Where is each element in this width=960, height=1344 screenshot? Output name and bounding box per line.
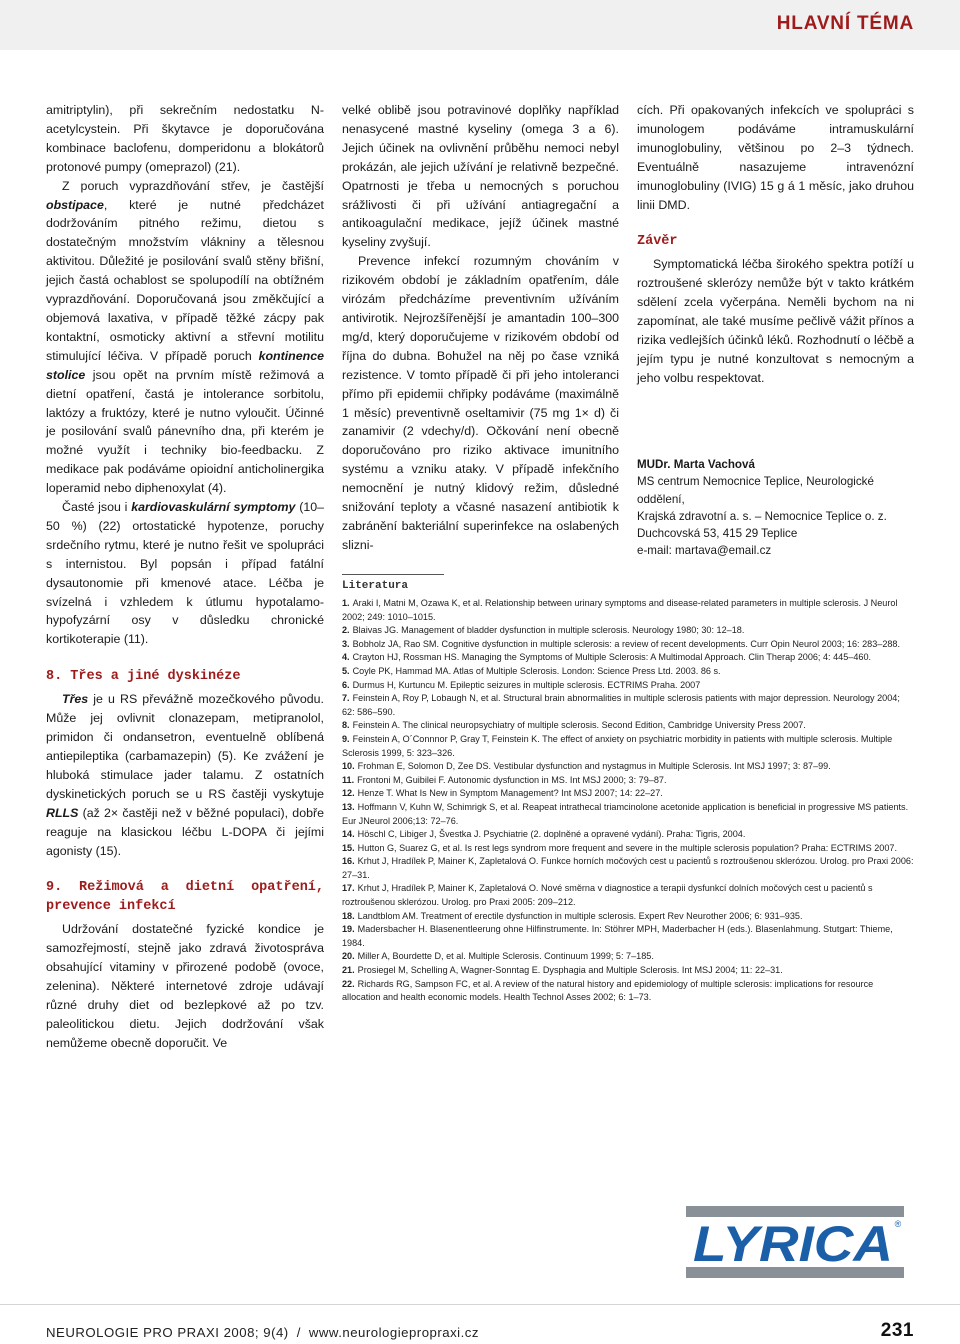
paragraph: amitriptylin), při sekrečním nedostatku N-acetylcystein. Při škytavce je doporučována kombinace baclofenu, domperidonu a blokátorů protonové pumpy (omeprazol) (21). xyxy=(46,103,324,174)
reference-number: 7. xyxy=(342,693,350,704)
reference-text: Krhut J, Hradílek P, Mainer K, Zapletalová O. Nové směrna v diagnostice a terapii dysfunkcí dolních močových cest u pacientů s roztroušenou sklerózou. Urolog. pro Praxi 2005: 209–212. xyxy=(342,883,873,908)
reference-item xyxy=(342,679,914,693)
reference-item xyxy=(342,855,914,882)
reference-number: 18. xyxy=(342,910,355,921)
lyrica-logo xyxy=(686,1206,904,1278)
column-2 xyxy=(342,101,619,555)
reference-text: Feinstein A, Roy P, Lobaugh N, et al. Structural brain abnormalities in multiple sclerosis patients with major depression. Neurology 2004; 62: 586–590. xyxy=(342,693,900,717)
author-affiliation: Krajská zdravotní a. s. – Nemocnice Teplice o. z. xyxy=(637,509,887,523)
reference-text: Feinstein A. The clinical neuropsychiatry of multiple sclerosis. Second Edition, Cambridge University Press 2007. xyxy=(352,720,806,731)
reference-number: 8. xyxy=(342,720,350,731)
reference-text: Prosiegel M, Schelling A, Wagner-Sonntag E. Dysphagia and Multiple Sclerosis. Int MSJ 2004; 11: 22–31. xyxy=(357,965,783,976)
reference-item xyxy=(342,733,914,760)
author-affiliation: MS centrum Nemocnice Teplice, Neurologické oddělení, xyxy=(637,475,874,506)
paragraph: Udržování dostatečné fyzické kondice je samozřejmostí, stejně jako zdravá životospráva obsahující vitaminy v přirozené podobě (ovoce, zelenina). Některé internetové zdroje udávají různé druhy diet od bezlepkové až po tzv. paleolitickou dietu. Jejich dodržování však nemůžeme obecně doporučit. Ve xyxy=(46,922,324,1050)
reference-number: 1. xyxy=(342,598,350,608)
column-1 xyxy=(46,101,324,1053)
reference-text: Madersbacher H. Blasenentleerung ohne Hilfinstrumente. In: Stöhrer MPH, Maderbacher H (eds.). Blasenlahmung. Stutgart: Thieme, 1984. xyxy=(342,924,893,948)
reference-number: 9. xyxy=(342,733,350,744)
reference-item xyxy=(342,624,914,638)
section-title: HLAVNÍ TÉMA xyxy=(776,13,914,34)
reference-number: 17. xyxy=(342,883,355,894)
reference-number: 21. xyxy=(342,965,355,976)
reference-text: Feinstein A, O´Connnor P, Gray T, Feinstein K. The effect of anxiety on psychiatric morbidity in patients with multiple sclerosis. Multiple Sclerosis 1999, 5: 323–326. xyxy=(342,733,893,758)
reference-text: Krhut J, Hradílek P, Mainer K, Zapletalová O. Funkce horních močových cest u pacientů s roztroušenou sklerózou. Urolog. pro Praxi 2006: 27–31. xyxy=(342,856,914,880)
author-email[interactable]: e-mail: martava@email.cz xyxy=(637,544,772,558)
author-block xyxy=(637,456,914,560)
reference-item xyxy=(342,774,914,788)
reference-text: Bobholz JA, Rao SM. Cognitive dysfunction in multiple sclerosis: a review of recent developments. Curr Opin Neurol 2003; 16: 283–288. xyxy=(352,638,901,649)
reference-number: 2. xyxy=(342,625,350,636)
emphasis: Třes xyxy=(62,692,89,707)
reference-number: 20. xyxy=(342,951,355,962)
reference-number: 12. xyxy=(342,788,355,799)
reference-text: Henze T. What Is New in Symptom Management? Int MSJ 2007; 14: 22–27. xyxy=(357,788,663,799)
journal-name: NEUROLOGIE PRO PRAXI 2008; 9(4) xyxy=(46,1325,289,1340)
reference-item xyxy=(342,801,914,828)
reference-text: Miller A, Bourdette D, et al. Multiple Sclerosis. Continuum 1999; 5: 7–185. xyxy=(357,951,654,962)
reference-number: 15. xyxy=(342,842,355,853)
emphasis: obstipace xyxy=(46,197,104,212)
reference-item xyxy=(342,950,914,964)
reference-number: 10. xyxy=(342,761,355,772)
reference-text: Crayton HJ, Rossman HS. Managing the Symptoms of Multiple Sclerosis: A Multimodal Approach. Clin Therap 2006; 4: 445–460. xyxy=(352,652,872,663)
paragraph: Z poruch vyprazdňování střev, je častější obstipace, které je nutné předcházet dodržováním pitného režimu, dietou s dostatečným množstvím vlákniny a tělesnou aktivitou. Důležité je posilování svalů stěny břišní, jejich častá ochablost se spolupodílí na obtížném vyprazdňování. Doporučovaná jsou změkčující a objemová laxativa, v případě těžké zácpy pak kontaktní, osmoticky aktivní a střevní motilitu stimulující léčiva. V případě poruch kontinence stolice jsou opět na prvním místě režimová a dietní opatření, častá je intolerance sorbitolu, laktózy a fruktózy, které je nutno vyloučit. Účinné je posilování svalů pánevního dna, při kterém je možné využít i techniky bio-feedbacku. Z medikace pak podáváme opioidní anticholinergika loperamid nebo diphenoxylat (4). xyxy=(46,178,324,496)
reference-item xyxy=(342,638,914,652)
reference-text: Richards RG, Sampson FC, et al. A review of the natural history and epidemiology of multiple sclerosis: implications for resource allocation and health economic models. Health Technol Asses 2002; 6: 1–73. xyxy=(342,978,874,1003)
references-title: Literatura xyxy=(342,580,409,592)
section-heading: 9. Režimová a dietní opatření, prevence infekcí xyxy=(46,880,324,915)
reference-text: Frontoni M, Guibilei F. Autonomic dysfunction in MS. Int MSJ 2000; 3: 79–87. xyxy=(357,774,667,785)
reference-text: Blaivas JG. Management of bladder dysfunction in multiple sclerosis. Neurology 1980; 30: 12–18. xyxy=(352,625,745,636)
reference-item xyxy=(342,828,914,842)
section-heading: 8. Třes a jiné dyskinéze xyxy=(46,669,241,685)
column-3 xyxy=(637,101,914,388)
paragraph: Časté jsou i kardiovaskulární symptomy (10–50 %) (22) ortostatické hypotenze, poruchy srdečního rytmu, které je nutno řešit ve spolupráci s internistou. Byl popsán i případ fatální dysautonomie při kmenové atace. Léčba je svízelná i vzhledem k útlumu hypotalamo-hypofyzární osy v důsledku chronické kortikoterapie (11). xyxy=(46,500,324,647)
reference-item xyxy=(342,923,914,950)
reference-number: 11. xyxy=(342,774,355,785)
reference-item xyxy=(342,842,914,856)
footer xyxy=(46,1325,479,1340)
reference-number: 13. xyxy=(342,801,355,812)
author-name: MUDr. Marta Vachová xyxy=(637,458,755,471)
reference-item xyxy=(342,665,914,679)
reference-text: Durmus H, Kurtuncu M. Epileptic seizures in multiple sclerosis. ECTRIMS Praha. 2007 xyxy=(352,679,701,690)
reference-number: 19. xyxy=(342,924,355,935)
reference-number: 5. xyxy=(342,665,350,676)
footer-divider xyxy=(0,1304,960,1305)
paragraph: velké oblibě jsou potravinové doplňky například nenasycené mastné kyseliny (omega 3 a 6). Jejich účinek na ovlivnění průběhu nemoci nebyl prokázán, ale jejich užívání je relativně bezpečné. Opatrnosti je třeba u nemocných s poruchou srážlivosti či při užívání antiagregační a antikoagulační medikace, jejíž účinek mastné kyseliny zvyšují. xyxy=(342,103,619,250)
divider xyxy=(342,574,444,575)
reference-item xyxy=(342,882,914,909)
paragraph: Prevence infekcí rozumným chováním v rizikovém období je základním opatřením, dále virózám předcházíme preventivním užíváním antivirotik. Nejrozšířenější je amantadin 100–300 mg/d, který doporučujeme v rizikovém období od října do dubna. Bohužel na něj po čase vzniká rezistence. V tomto případě či při jeho intoleranci přímo při epidemii chřipky podáváme (maximálně 1 měsíc) preventivně oseltamivir (75 mg 1× d) či zanamivir (2 vdechy/d). Očkování není obecně doporučováno pro riziko aktivace imunitního systému a vzniku ataky. V případě infekčního nemocnění je nutný klidový režim, důsledné snižování teploty a včasné nasazení antibiotik k zabránění bakteriální superinfekce na oslabených slizni- xyxy=(342,254,619,552)
reference-number: 16. xyxy=(342,856,355,867)
emphasis: kardiovaskulární symptomy xyxy=(131,500,296,515)
reference-text: Frohman E, Solomon D, Zee DS. Vestibular dysfunction and nystagmus in Multiple Sclerosis. Int MSJ 1997; 3: 87–99. xyxy=(357,761,831,772)
logo-text: LYRICA xyxy=(693,1216,893,1272)
author-address: Duchcovská 53, 415 29 Teplice xyxy=(637,527,798,541)
reference-text: Höschl C, Libiger J, Švestka J. Psychiatrie (2. doplněné a opravené vydání). Praha: Tigris, 2004. xyxy=(357,829,746,840)
reference-item xyxy=(342,787,914,801)
reference-item xyxy=(342,910,914,924)
reference-text: Hutton G, Suarez G, et al. Is rest legs syndrom more frequent and severe in the multiple sclerosis population? Praha: ECTRIMS 2007. xyxy=(357,842,897,853)
reference-number: 3. xyxy=(342,638,350,649)
reference-item xyxy=(342,978,914,1005)
reference-item xyxy=(342,597,914,624)
emphasis: RLLS xyxy=(46,805,79,820)
reference-text: Araki I, Matni M, Ozawa K, et al. Relationship between urinary symptoms and disease-related parameters in multiple sclerosis. J Neurol 2002; 249: 1010–1015. xyxy=(342,598,898,622)
reference-number: 22. xyxy=(342,978,355,989)
page-number: 231 xyxy=(880,1320,914,1341)
reference-number: 4. xyxy=(342,652,350,663)
reference-item xyxy=(342,719,914,733)
reference-number: 14. xyxy=(342,829,355,840)
reference-text: Landtblom AM. Treatment of erectile dysfunction in multiple sclerosis. Expert Rev Neurother 2006; 6: 931–935. xyxy=(357,910,803,921)
paragraph: Třes je u RS převážně mozečkového původu. Může jej ovlivnit clonazepam, metipranolol, primidon či ondansetron, eventuelně oblíbená antiepileptika (carbamazepin) (5). Ke zvážení je hluboká stimulace jader talamu. Z ostatních dyskinetických poruch se u RS častěji vyskytuje RLLS (až 2× častěji než v běžné populaci), dobře reaguje na klasickou léčbu L-DOPA či jejími agonisty (15). xyxy=(46,692,324,858)
reference-item xyxy=(342,760,914,774)
paragraph: cích. Při opakovaných infekcích ve spolupráci s imunologem podáváme intramuskulární imunoglobuliny, většinou po 2–3 týdnech. Eventuálně nasazujeme intravenózní imunoglobuliny (IVIG) 15 g á 1 měsíc, jako druhou linii DMD. xyxy=(637,103,914,212)
reference-item xyxy=(342,651,914,665)
conclusion-heading: Závěr xyxy=(637,234,678,250)
reference-item xyxy=(342,692,914,719)
reference-text: Coyle PK, Hammad MA. Atlas of Multiple Sclerosis. London: Science Press Ltd. 2003. 86 s. xyxy=(352,665,721,676)
reference-list xyxy=(342,597,914,1005)
journal-url[interactable]: www.neurologiepropraxi.cz xyxy=(308,1325,479,1340)
footer-separator: / xyxy=(296,1325,301,1340)
references xyxy=(342,574,914,1005)
logo-reg-mark: ® xyxy=(894,1219,902,1229)
emphasis: kontinence stolice xyxy=(46,348,324,382)
reference-item xyxy=(342,964,914,978)
reference-number: 6. xyxy=(342,679,350,690)
reference-text: Hoffmann V, Kuhn W, Schimrigk S, et al. Reapeat intrathecal triamcinolone acetonide application is beneficial in progressive MS patients. Eur JNeurol 2006;13: 72–76. xyxy=(342,801,909,826)
paragraph: Symptomatická léčba širokého spektra potíží u roztroušené sklerózy nemůže být v takto krátkém sdělení zcela vyčerpána. Neměli bychom na ni zapomínat, ale také musíme pečlivě vážit přínos a rizika vedlejších účinků léků. Rozhodnutí o léčbě a jejím typu je nutné konzultovat s nemocným a jeho volbu respektovat. xyxy=(637,257,914,385)
